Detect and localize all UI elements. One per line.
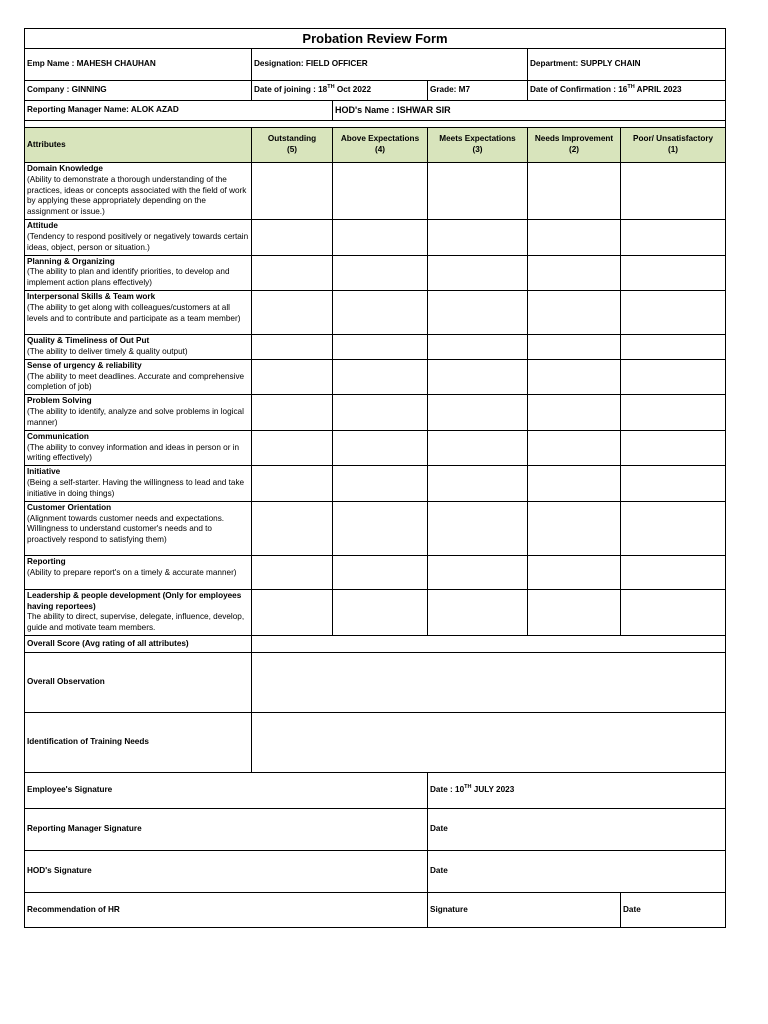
rating-cell-meets-expectations[interactable] xyxy=(428,466,528,501)
probation-review-form xyxy=(24,28,725,928)
joining-date-field xyxy=(252,81,428,101)
attribute-name: Communication xyxy=(27,431,89,441)
rating-cell-above-expectations[interactable] xyxy=(333,220,428,255)
attribute-name: Domain Knowledge xyxy=(27,164,103,173)
attribute-cell xyxy=(25,163,252,220)
rating-cell-poor-unsatisfactory[interactable] xyxy=(621,466,726,501)
attribute-cell xyxy=(25,291,252,335)
attribute-row xyxy=(25,163,726,220)
joining-date-suffix: TH xyxy=(327,84,335,91)
rating-cell-meets-expectations[interactable] xyxy=(428,430,528,465)
rating-cell-poor-unsatisfactory[interactable] xyxy=(621,555,726,589)
rating-cell-meets-expectations[interactable] xyxy=(428,395,528,430)
attribute-name: Problem Solving xyxy=(27,396,92,406)
rating-cell-meets-expectations[interactable] xyxy=(428,335,528,360)
reporting-manager-date-field[interactable]: Date xyxy=(428,809,726,851)
overall-score-field[interactable] xyxy=(252,636,726,653)
attribute-name: Leadership & people development (Only for employees having reportees) xyxy=(27,590,242,611)
header-label: Poor/ Unsatisfactory xyxy=(632,134,714,144)
attribute-row xyxy=(25,359,726,394)
confirmation-date-month: APRIL 2023 xyxy=(634,85,682,95)
attribute-description: (The ability to convey information and ideas in person or in writing effectively) xyxy=(27,442,240,463)
rating-cell-above-expectations[interactable] xyxy=(333,466,428,501)
attribute-row xyxy=(25,395,726,430)
attribute-name: Sense of urgency & reliability xyxy=(27,360,142,370)
rating-cell-meets-expectations[interactable] xyxy=(428,501,528,555)
header-above-expectations xyxy=(333,128,428,163)
rating-cell-above-expectations[interactable] xyxy=(333,501,428,555)
confirmation-date-text: Date of Confirmation : 16 xyxy=(530,85,628,95)
overall-observation-field[interactable] xyxy=(252,653,726,713)
training-needs-field[interactable] xyxy=(252,713,726,773)
attribute-cell xyxy=(25,501,252,555)
attribute-cell xyxy=(25,589,252,635)
form-table xyxy=(24,28,726,928)
rating-cell-needs-improvement[interactable] xyxy=(528,291,621,335)
rating-cell-poor-unsatisfactory[interactable] xyxy=(621,291,726,335)
attributes-section xyxy=(25,163,726,636)
attribute-name: Initiative xyxy=(27,467,61,477)
rating-cell-needs-improvement[interactable] xyxy=(528,501,621,555)
rating-cell-outstanding[interactable] xyxy=(252,395,333,430)
hr-recommendation-label: Recommendation of HR xyxy=(25,893,428,928)
hr-signature-field[interactable]: Signature xyxy=(428,893,621,928)
company-field: Company : GINNING xyxy=(25,81,252,101)
rating-cell-outstanding[interactable] xyxy=(252,466,333,501)
attribute-row xyxy=(25,430,726,465)
confirmation-date-suffix: TH xyxy=(627,84,635,91)
rating-cell-poor-unsatisfactory[interactable] xyxy=(621,395,726,430)
rating-cell-meets-expectations[interactable] xyxy=(428,359,528,394)
rating-cell-needs-improvement[interactable] xyxy=(528,466,621,501)
attribute-name: Quality & Timeliness of Out Put xyxy=(27,336,150,346)
attribute-description: (The ability to identify, analyze and solve problems in logical manner) xyxy=(27,407,244,427)
rating-cell-above-expectations[interactable] xyxy=(333,163,428,220)
rating-cell-poor-unsatisfactory[interactable] xyxy=(621,501,726,555)
rating-cell-needs-improvement[interactable] xyxy=(528,555,621,589)
rating-cell-above-expectations[interactable] xyxy=(333,589,428,635)
department-field: Department: SUPPLY CHAIN xyxy=(528,49,726,81)
rating-cell-outstanding[interactable] xyxy=(252,291,333,335)
attribute-row xyxy=(25,335,726,360)
rating-cell-above-expectations[interactable] xyxy=(333,255,428,290)
rating-cell-needs-improvement[interactable] xyxy=(528,430,621,465)
attribute-description: The ability to direct, supervise, delegate, influence, develop, guide and motivate team members. xyxy=(27,612,245,633)
attribute-name: Interpersonal Skills & Team work xyxy=(27,292,156,302)
rating-cell-poor-unsatisfactory[interactable] xyxy=(621,220,726,255)
designation-field: Designation: FIELD OFFICER xyxy=(252,49,528,81)
attribute-row xyxy=(25,255,726,290)
employee-signature-date xyxy=(428,773,726,809)
attribute-cell xyxy=(25,430,252,465)
attribute-cell xyxy=(25,466,252,501)
rating-cell-outstanding[interactable] xyxy=(252,220,333,255)
attribute-cell xyxy=(25,255,252,290)
joining-date-text: Date of joining : 18 xyxy=(254,85,328,95)
rating-cell-poor-unsatisfactory[interactable] xyxy=(621,589,726,635)
rating-cell-above-expectations[interactable] xyxy=(333,430,428,465)
rating-cell-above-expectations[interactable] xyxy=(333,395,428,430)
attribute-cell xyxy=(25,359,252,394)
header-needs-improvement xyxy=(528,128,621,163)
header-score: (3) xyxy=(472,145,483,154)
hr-date-field[interactable]: Date xyxy=(621,893,726,928)
rating-cell-above-expectations[interactable] xyxy=(333,555,428,589)
rating-cell-meets-expectations[interactable] xyxy=(428,291,528,335)
rating-cell-outstanding[interactable] xyxy=(252,335,333,360)
attribute-description: (Ability to demonstrate a thorough understanding of the practices, ideas or concepts associated with the field of work by applying these appropriately depending on the assignment or issue.) xyxy=(27,174,247,217)
attribute-description: (The ability to plan and identify priorities, to develop and implement action plans effectively) xyxy=(27,267,230,288)
attribute-description: (Alignment towards customer needs and expectations. Willingness to understand customer's needs and to proactively respond to satisfying them) xyxy=(27,513,225,545)
rating-cell-meets-expectations[interactable] xyxy=(428,555,528,589)
rating-cell-needs-improvement[interactable] xyxy=(528,335,621,360)
header-score: (5) xyxy=(286,145,297,154)
attribute-cell xyxy=(25,335,252,360)
rating-cell-outstanding[interactable] xyxy=(252,430,333,465)
overall-observation-label: Overall Observation xyxy=(25,653,252,713)
hod-signature-label: HOD's Signature xyxy=(25,851,428,893)
rating-cell-needs-improvement[interactable] xyxy=(528,163,621,220)
form-title: Probation Review Form xyxy=(25,29,726,49)
attribute-row xyxy=(25,466,726,501)
rating-cell-outstanding[interactable] xyxy=(252,501,333,555)
rating-cell-poor-unsatisfactory[interactable] xyxy=(621,255,726,290)
rating-cell-above-expectations[interactable] xyxy=(333,359,428,394)
attribute-cell xyxy=(25,555,252,589)
attribute-description: (Tendency to respond positively or negatively towards certain ideas, object, person or situation.) xyxy=(27,231,249,252)
hod-name-field: HOD's Name : ISHWAR SIR xyxy=(333,101,726,121)
rating-cell-above-expectations[interactable] xyxy=(333,335,428,360)
employee-signature-label: Employee's Signature xyxy=(25,773,428,809)
attribute-row xyxy=(25,589,726,635)
rating-cell-outstanding[interactable] xyxy=(252,589,333,635)
header-label: Above Expectations xyxy=(340,134,420,144)
rating-cell-outstanding[interactable] xyxy=(252,359,333,394)
rating-cell-outstanding[interactable] xyxy=(252,163,333,220)
reporting-manager-field: Reporting Manager Name: ALOK AZAD xyxy=(25,101,333,121)
rating-cell-needs-improvement[interactable] xyxy=(528,359,621,394)
attribute-row xyxy=(25,291,726,335)
attribute-description: (Ability to prepare report's on a timely & accurate manner) xyxy=(27,567,237,577)
rating-cell-needs-improvement[interactable] xyxy=(528,255,621,290)
header-score: (4) xyxy=(374,145,385,154)
header-score: (1) xyxy=(668,145,679,154)
attribute-row xyxy=(25,555,726,589)
header-poor-unsatisfactory xyxy=(621,128,726,163)
header-score: (2) xyxy=(568,145,579,154)
emp-name-field: Emp Name : MAHESH CHAUHAN xyxy=(25,49,252,81)
header-outstanding xyxy=(252,128,333,163)
rating-cell-needs-improvement[interactable] xyxy=(528,220,621,255)
attribute-cell xyxy=(25,395,252,430)
confirmation-date-field xyxy=(528,81,726,101)
rating-cell-poor-unsatisfactory[interactable] xyxy=(621,335,726,360)
attributes-header: Attributes xyxy=(25,128,252,163)
rating-cell-meets-expectations[interactable] xyxy=(428,220,528,255)
attribute-cell xyxy=(25,220,252,255)
hod-date-field[interactable]: Date xyxy=(428,851,726,893)
rating-cell-needs-improvement[interactable] xyxy=(528,395,621,430)
employee-date-text: Date : 10 xyxy=(430,785,465,795)
attribute-name: Planning & Organizing xyxy=(27,256,115,266)
attribute-name: Customer Orientation xyxy=(27,502,112,512)
header-label: Outstanding xyxy=(267,134,317,144)
attribute-description: (The ability to meet deadlines. Accurate and comprehensive completion of job) xyxy=(27,371,245,392)
attribute-description: (The ability to deliver timely & quality output) xyxy=(27,346,188,356)
header-label: Needs Improvement xyxy=(534,134,614,144)
attribute-description: (The ability to get along with colleagues/customers at all levels and to contribute and participate as a team member) xyxy=(27,302,241,323)
attribute-name: Attitude xyxy=(27,221,58,231)
attribute-row xyxy=(25,220,726,255)
employee-date-suffix: TH xyxy=(464,784,472,791)
overall-score-label: Overall Score (Avg rating of all attributes) xyxy=(25,636,252,653)
employee-date-month: JULY 2023 xyxy=(471,785,515,795)
reporting-manager-signature-label: Reporting Manager Signature xyxy=(25,809,428,851)
attribute-description: (Being a self-starter. Having the willingness to lead and take initiative in doing things) xyxy=(27,478,245,498)
joining-date-month: Oct 2022 xyxy=(334,85,372,95)
attribute-row xyxy=(25,501,726,555)
rating-cell-poor-unsatisfactory[interactable] xyxy=(621,359,726,394)
header-label: Meets Expectations xyxy=(439,134,516,144)
rating-cell-poor-unsatisfactory[interactable] xyxy=(621,430,726,465)
rating-cell-poor-unsatisfactory[interactable] xyxy=(621,163,726,220)
header-meets-expectations xyxy=(428,128,528,163)
rating-cell-outstanding[interactable] xyxy=(252,255,333,290)
grade-field: Grade: M7 xyxy=(428,81,528,101)
rating-cell-above-expectations[interactable] xyxy=(333,291,428,335)
rating-cell-meets-expectations[interactable] xyxy=(428,589,528,635)
attribute-name: Reporting xyxy=(27,556,66,566)
rating-cell-meets-expectations[interactable] xyxy=(428,163,528,220)
rating-cell-meets-expectations[interactable] xyxy=(428,255,528,290)
rating-cell-needs-improvement[interactable] xyxy=(528,589,621,635)
spacer-row xyxy=(25,121,726,128)
rating-cell-outstanding[interactable] xyxy=(252,555,333,589)
training-needs-label: Identification of Training Needs xyxy=(25,713,252,773)
